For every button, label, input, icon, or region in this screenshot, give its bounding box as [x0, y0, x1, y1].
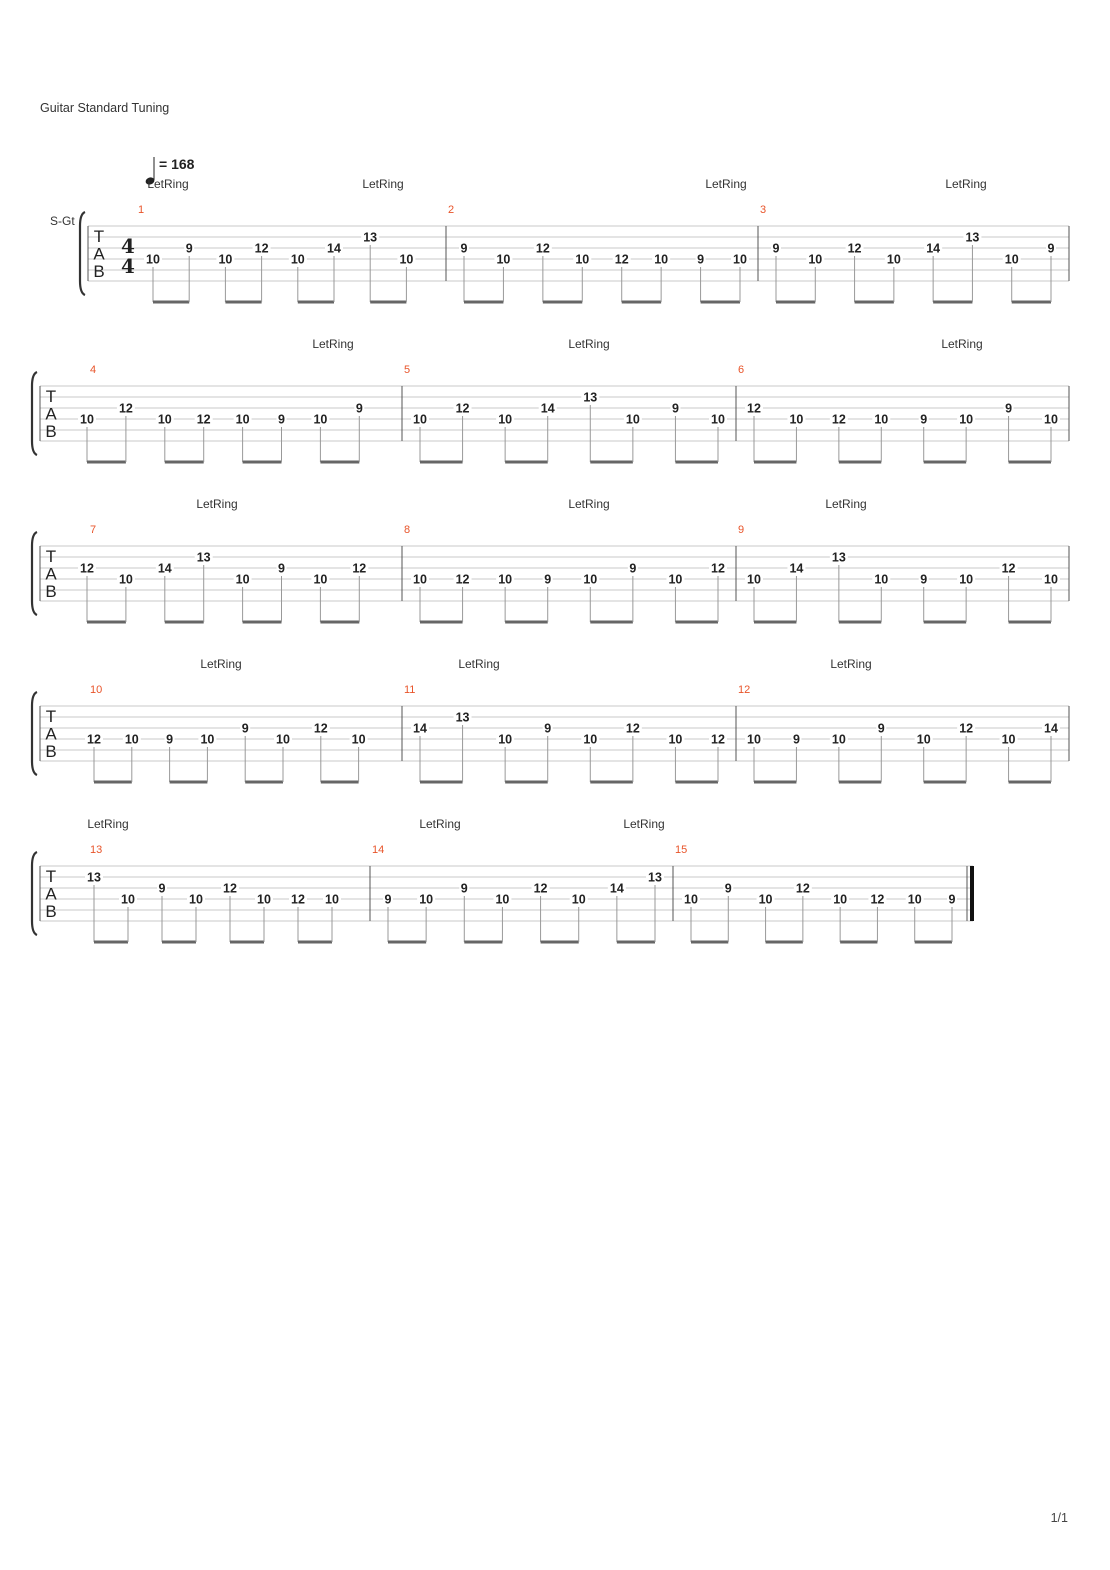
- fret-number: 10: [886, 252, 901, 267]
- fret-number: 10: [575, 252, 590, 267]
- fret-number: 10: [80, 412, 94, 427]
- tab-clef-letter: A: [45, 724, 57, 744]
- fret-number: 10: [498, 572, 513, 587]
- fret-number: 10: [833, 892, 848, 907]
- measure-number: 2: [448, 204, 455, 216]
- tab-clef-letter: A: [93, 244, 105, 264]
- fret-number: 10: [157, 412, 172, 427]
- fret-number: 9: [948, 892, 956, 907]
- measure-number: 15: [675, 844, 688, 856]
- time-signature-numerator: 4: [121, 234, 135, 258]
- fret-number: 10: [758, 892, 773, 907]
- fret-number: 10: [747, 572, 761, 587]
- fret-number: 10: [1044, 572, 1058, 587]
- let-ring-label: LetRing: [419, 817, 461, 831]
- tab-clef-letter: A: [45, 884, 57, 904]
- let-ring-label: LetRing: [312, 337, 354, 351]
- fret-number: 9: [792, 732, 800, 747]
- fret-number: 9: [1047, 241, 1055, 256]
- fret-number: 10: [625, 412, 640, 427]
- fret-number: 12: [959, 721, 974, 736]
- instrument-label: S-Gt: [50, 214, 75, 228]
- fret-number: 9: [544, 721, 552, 736]
- fret-number: 12: [313, 721, 328, 736]
- fret-number: 9: [1005, 401, 1013, 416]
- fret-number: 13: [196, 550, 211, 565]
- fret-number: 12: [118, 401, 133, 416]
- fret-number: 12: [711, 732, 725, 747]
- fret-number: 9: [877, 721, 885, 736]
- fret-number: 9: [671, 401, 679, 416]
- fret-number: 10: [235, 412, 250, 427]
- system-bracket: [32, 532, 37, 615]
- fret-number: 10: [146, 252, 160, 267]
- final-barline-thick: [970, 866, 974, 921]
- fret-number: 10: [571, 892, 586, 907]
- measure-number: 1: [138, 204, 145, 216]
- fret-number: 10: [325, 892, 339, 907]
- fret-number: 12: [795, 881, 810, 896]
- let-ring-label: LetRing: [196, 497, 238, 511]
- measure-number: 6: [738, 364, 745, 376]
- fret-number: 10: [654, 252, 669, 267]
- let-ring-label: LetRing: [87, 817, 129, 831]
- fret-number: 14: [327, 241, 341, 256]
- fret-number: 12: [870, 892, 885, 907]
- fret-number: 10: [218, 252, 233, 267]
- fret-number: 12: [1001, 561, 1016, 576]
- let-ring-label: LetRing: [362, 177, 404, 191]
- measure-number: 8: [404, 524, 411, 536]
- fret-number: 10: [495, 892, 510, 907]
- fret-number: 10: [498, 732, 513, 747]
- fret-number: 9: [629, 561, 637, 576]
- fret-number: 12: [535, 241, 550, 256]
- tuning-label: Guitar Standard Tuning: [40, 101, 170, 115]
- tempo-marking: = 168: [159, 156, 195, 172]
- fret-number: 12: [80, 561, 94, 576]
- fret-number: 10: [874, 412, 889, 427]
- tab-clef-letter: T: [93, 227, 105, 246]
- fret-number: 12: [87, 732, 101, 747]
- measure-number: 11: [404, 684, 416, 696]
- fret-number: 10: [684, 892, 698, 907]
- system-bracket: [32, 692, 37, 775]
- fret-number: 12: [196, 412, 211, 427]
- fret-number: 12: [711, 561, 725, 576]
- fret-number: 10: [1044, 412, 1058, 427]
- let-ring-label: LetRing: [623, 817, 665, 831]
- fret-number: 10: [668, 572, 683, 587]
- let-ring-label: LetRing: [200, 657, 242, 671]
- fret-number: 10: [419, 892, 434, 907]
- let-ring-label: LetRing: [568, 497, 610, 511]
- fret-number: 10: [290, 252, 305, 267]
- let-ring-label: LetRing: [945, 177, 987, 191]
- fret-number: 14: [540, 401, 555, 416]
- fret-number: 10: [413, 572, 427, 587]
- fret-number: 10: [257, 892, 271, 907]
- fret-number: 10: [907, 892, 922, 907]
- fret-number: 13: [831, 550, 846, 565]
- let-ring-label: LetRing: [941, 337, 983, 351]
- measure-number: 13: [90, 844, 103, 856]
- fret-number: 12: [352, 561, 367, 576]
- fret-number: 9: [920, 412, 928, 427]
- fret-number: 13: [965, 230, 980, 245]
- fret-number: 10: [118, 572, 133, 587]
- tab-clef-letter: A: [45, 564, 57, 584]
- fret-number: 9: [241, 721, 249, 736]
- fret-number: 10: [747, 732, 761, 747]
- fret-number: 10: [808, 252, 823, 267]
- fret-number: 14: [1044, 721, 1058, 736]
- fret-number: 10: [276, 732, 290, 747]
- fret-number: 9: [384, 892, 392, 907]
- fret-number: 10: [124, 732, 139, 747]
- fret-number: 9: [355, 401, 363, 416]
- let-ring-label: LetRing: [830, 657, 872, 671]
- fret-number: 12: [455, 572, 470, 587]
- fret-number: 10: [399, 252, 414, 267]
- fret-number: 12: [614, 252, 629, 267]
- fret-number: 10: [583, 572, 598, 587]
- fret-number: 10: [498, 412, 513, 427]
- fret-number: 12: [533, 881, 548, 896]
- fret-number: 10: [121, 892, 135, 907]
- fret-number: 10: [874, 572, 889, 587]
- fret-number: 10: [496, 252, 511, 267]
- fret-number: 10: [583, 732, 598, 747]
- fret-number: 10: [668, 732, 683, 747]
- measure-number: 9: [738, 524, 745, 536]
- fret-number: 14: [609, 881, 624, 896]
- fret-number: 13: [363, 230, 378, 245]
- tab-clef-letter: B: [45, 902, 57, 921]
- fret-number: 10: [959, 412, 974, 427]
- fret-number: 12: [254, 241, 269, 256]
- fret-number: 10: [413, 412, 427, 427]
- tab-clef-letter: T: [45, 547, 57, 566]
- fret-number: 13: [87, 870, 101, 885]
- system-bracket: [80, 212, 85, 295]
- fret-number: 10: [313, 412, 328, 427]
- fret-number: 9: [278, 412, 285, 427]
- fret-number: 10: [789, 412, 804, 427]
- fret-number: 9: [460, 881, 468, 896]
- fret-number: 9: [278, 561, 285, 576]
- let-ring-label: LetRing: [705, 177, 747, 191]
- time-signature-denominator: 4: [121, 254, 135, 278]
- page-number: 1/1: [1050, 1511, 1068, 1525]
- measure-number: 7: [90, 524, 97, 536]
- fret-number: 12: [291, 892, 305, 907]
- fret-number: 10: [313, 572, 328, 587]
- fret-number: 14: [157, 561, 172, 576]
- system-bracket: [32, 852, 37, 935]
- tab-clef-letter: A: [45, 404, 57, 424]
- fret-number: 10: [916, 732, 931, 747]
- fret-number: 10: [711, 412, 725, 427]
- tab-clef-letter: B: [45, 582, 57, 601]
- fret-number: 10: [351, 732, 366, 747]
- fret-number: 12: [223, 881, 237, 896]
- fret-number: 12: [831, 412, 846, 427]
- fret-number: 10: [733, 252, 747, 267]
- fret-number: 9: [185, 241, 193, 256]
- fret-number: 13: [455, 710, 470, 725]
- fret-number: 13: [648, 870, 662, 885]
- system-bracket: [32, 372, 37, 455]
- fret-number: 9: [920, 572, 928, 587]
- fret-number: 10: [235, 572, 250, 587]
- let-ring-label: LetRing: [568, 337, 610, 351]
- fret-number: 10: [200, 732, 215, 747]
- measure-number: 4: [90, 364, 97, 376]
- fret-number: 9: [772, 241, 780, 256]
- fret-number: 12: [847, 241, 862, 256]
- fret-number: 13: [583, 390, 598, 405]
- tab-clef-letter: B: [45, 422, 57, 441]
- fret-number: 9: [544, 572, 552, 587]
- measure-number: 12: [738, 684, 751, 696]
- fret-number: 9: [460, 241, 468, 256]
- let-ring-label: LetRing: [147, 177, 189, 191]
- fret-number: 10: [959, 572, 974, 587]
- let-ring-label: LetRing: [825, 497, 867, 511]
- tab-clef-letter: T: [45, 707, 57, 726]
- fret-number: 14: [413, 721, 427, 736]
- measure-number: 14: [372, 844, 385, 856]
- fret-number: 12: [625, 721, 640, 736]
- tab-clef-letter: B: [93, 262, 105, 281]
- tab-clef-letter: B: [45, 742, 57, 761]
- tab-clef-letter: T: [45, 867, 57, 886]
- measure-number: 10: [90, 684, 103, 696]
- fret-number: 12: [747, 401, 761, 416]
- fret-number: 12: [455, 401, 470, 416]
- fret-number: 10: [831, 732, 846, 747]
- fret-number: 14: [926, 241, 941, 256]
- fret-number: 14: [789, 561, 804, 576]
- fret-number: 10: [1004, 252, 1019, 267]
- fret-number: 10: [1001, 732, 1016, 747]
- fret-number: 10: [189, 892, 203, 907]
- fret-number: 9: [697, 252, 705, 267]
- measure-number: 5: [404, 364, 411, 376]
- tab-clef-letter: T: [45, 387, 57, 406]
- let-ring-label: LetRing: [458, 657, 500, 671]
- fret-number: 9: [724, 881, 732, 896]
- fret-number: 9: [158, 881, 166, 896]
- fret-number: 9: [166, 732, 174, 747]
- measure-number: 3: [760, 204, 767, 216]
